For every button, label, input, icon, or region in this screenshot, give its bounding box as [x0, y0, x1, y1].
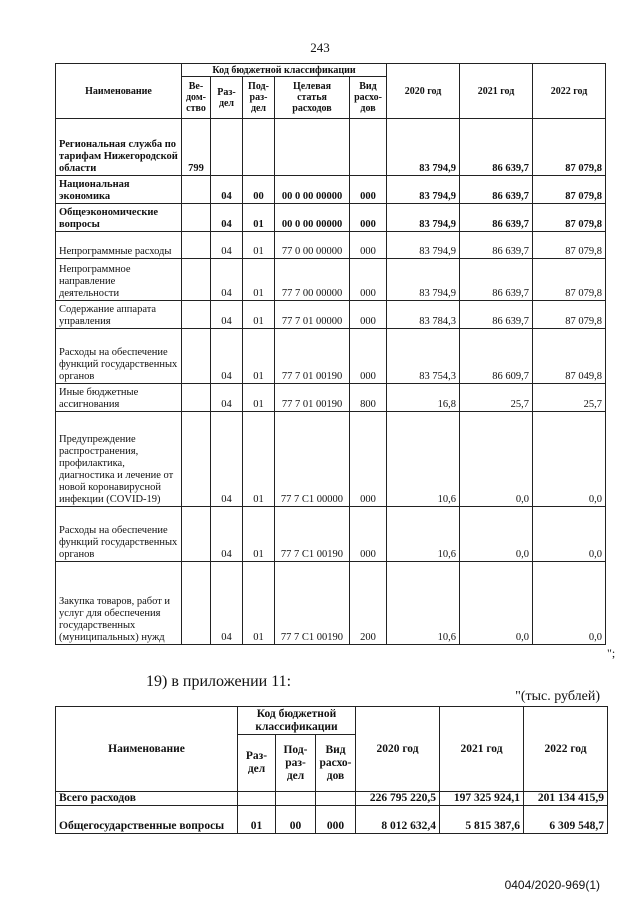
value-2021: 86 639,7	[460, 119, 533, 176]
table-row	[56, 232, 606, 259]
department-code: 799	[182, 119, 211, 176]
value-2020: 226 795 220,5	[356, 792, 440, 806]
value-2020: 83 794,9	[387, 204, 460, 232]
col-header-target-article: Целевая статья расходов	[275, 77, 350, 119]
table-row	[56, 259, 606, 301]
expense-type-code: 800	[350, 384, 387, 412]
row-name: Непрограммные расходы	[56, 232, 182, 259]
row-name: Содержание аппарата управления	[56, 301, 182, 329]
value-2020: 83 794,9	[387, 259, 460, 301]
value-2021: 197 325 924,1	[440, 792, 524, 806]
row-name: Иные бюджетные ассигнования	[56, 384, 182, 412]
col-header-2022: 2022 год	[533, 64, 606, 119]
expense-type-code	[316, 792, 356, 806]
col-header-2020: 2020 год	[356, 707, 440, 792]
subsection-code: 01	[243, 259, 275, 301]
table-row	[56, 176, 606, 204]
expense-type-code: 000	[350, 259, 387, 301]
value-2021: 0,0	[460, 412, 533, 507]
row-name: Национальная экономика	[56, 176, 182, 204]
target-article-code: 77 7 01 00000	[275, 301, 350, 329]
subsection-code	[243, 119, 275, 176]
table-row	[56, 562, 606, 645]
col-header-2021: 2021 год	[440, 707, 524, 792]
section-code	[211, 119, 243, 176]
value-2022: 87 049,8	[533, 329, 606, 384]
department-code	[182, 329, 211, 384]
subsection-code: 01	[243, 507, 275, 562]
section-code: 04	[211, 562, 243, 645]
section-code: 04	[211, 204, 243, 232]
subsection-code: 00	[276, 806, 316, 834]
subsection-code: 00	[243, 176, 275, 204]
value-2021: 86 609,7	[460, 329, 533, 384]
table-row	[56, 384, 606, 412]
value-2022: 87 079,8	[533, 204, 606, 232]
budget-table-sections	[55, 706, 608, 834]
row-name: Общеэкономические вопросы	[56, 204, 182, 232]
target-article-code: 77 7 01 00190	[275, 329, 350, 384]
target-article-code: 77 7 01 00190	[275, 384, 350, 412]
value-2022: 87 079,8	[533, 301, 606, 329]
section-code: 04	[211, 259, 243, 301]
expense-type-code: 000	[316, 806, 356, 834]
value-2021: 86 639,7	[460, 204, 533, 232]
section-code: 04	[211, 412, 243, 507]
row-name: Предупреждение распространения, профилактика, диагностика и лечение от новой коронавирусной инфекции (COVID-19)	[56, 412, 182, 507]
department-code	[182, 176, 211, 204]
department-code	[182, 301, 211, 329]
value-2021: 0,0	[460, 507, 533, 562]
value-2022: 0,0	[533, 562, 606, 645]
section-code: 01	[238, 806, 276, 834]
subsection-code: 01	[243, 301, 275, 329]
value-2020: 83 754,3	[387, 329, 460, 384]
expense-type-code: 000	[350, 301, 387, 329]
value-2022: 25,7	[533, 384, 606, 412]
expense-type-code: 000	[350, 412, 387, 507]
col-header-section: Раз- дел	[211, 77, 243, 119]
value-2020: 10,6	[387, 562, 460, 645]
col-header-department: Ве- дом- ство	[182, 77, 211, 119]
subsection-code: 01	[243, 412, 275, 507]
row-name: Расходы на обеспечение функций государственных органов	[56, 507, 182, 562]
value-2020: 16,8	[387, 384, 460, 412]
table-row	[56, 792, 608, 806]
col-header-section: Раз- дел	[238, 735, 276, 792]
target-article-code: 77 0 00 00000	[275, 232, 350, 259]
target-article-code: 00 0 00 00000	[275, 176, 350, 204]
value-2022: 87 079,8	[533, 176, 606, 204]
value-2021: 5 815 387,6	[440, 806, 524, 834]
expense-type-code: 000	[350, 176, 387, 204]
value-2020: 8 012 632,4	[356, 806, 440, 834]
value-2020: 83 784,3	[387, 301, 460, 329]
value-2021: 86 639,7	[460, 259, 533, 301]
quote-end-mark: ";	[607, 646, 616, 660]
expense-type-code: 000	[350, 507, 387, 562]
subsection-code	[276, 792, 316, 806]
expense-type-code: 200	[350, 562, 387, 645]
document-code: 0404/2020-969(1)	[504, 878, 600, 892]
expense-type-code: 000	[350, 232, 387, 259]
row-name: Всего расходов	[56, 792, 238, 806]
section-code: 04	[211, 329, 243, 384]
subsection-code: 01	[243, 232, 275, 259]
value-2022: 87 079,8	[533, 259, 606, 301]
department-code	[182, 232, 211, 259]
table-row	[56, 806, 608, 834]
col-header-classification: Код бюджетной классификации	[182, 64, 387, 77]
budget-table-sections-body	[56, 792, 608, 834]
value-2020: 10,6	[387, 412, 460, 507]
value-2021: 86 639,7	[460, 301, 533, 329]
expense-type-code	[350, 119, 387, 176]
col-header-name: Наименование	[56, 707, 238, 792]
col-header-2020: 2020 год	[387, 64, 460, 119]
target-article-code: 77 7 C1 00000	[275, 412, 350, 507]
section-code: 04	[211, 232, 243, 259]
value-2021: 86 639,7	[460, 176, 533, 204]
section-code: 04	[211, 507, 243, 562]
section-code	[238, 792, 276, 806]
col-header-2022: 2022 год	[524, 707, 608, 792]
value-2022: 0,0	[533, 507, 606, 562]
budget-table-department	[55, 63, 606, 645]
row-name: Закупка товаров, работ и услуг для обеспечения государственных (муниципальных) нужд	[56, 562, 182, 645]
subsection-code: 01	[243, 329, 275, 384]
section-code: 04	[211, 384, 243, 412]
value-2022: 87 079,8	[533, 232, 606, 259]
value-2020: 83 794,9	[387, 119, 460, 176]
subsection-code: 01	[243, 384, 275, 412]
table-row	[56, 329, 606, 384]
col-header-subsection: Под- раз- дел	[276, 735, 316, 792]
value-2022: 87 079,8	[533, 119, 606, 176]
row-name: Непрограммное направление деятельности	[56, 259, 182, 301]
col-header-subsection: Под- раз- дел	[243, 77, 275, 119]
department-code	[182, 204, 211, 232]
department-code	[182, 412, 211, 507]
table-row	[56, 204, 606, 232]
value-2022: 6 309 548,7	[524, 806, 608, 834]
unit-label: "(тыс. рублей)	[515, 689, 600, 704]
target-article-code: 77 7 00 00000	[275, 259, 350, 301]
target-article-code: 77 7 C1 00190	[275, 507, 350, 562]
table-row	[56, 412, 606, 507]
target-article-code: 00 0 00 00000	[275, 204, 350, 232]
target-article-code: 77 7 C1 00190	[275, 562, 350, 645]
value-2021: 86 639,7	[460, 232, 533, 259]
col-header-name: Наименование	[56, 64, 182, 119]
expense-type-code: 000	[350, 329, 387, 384]
section-code: 04	[211, 301, 243, 329]
table-row	[56, 301, 606, 329]
value-2022: 0,0	[533, 412, 606, 507]
row-name: Общегосударственные вопросы	[56, 806, 238, 834]
subsection-code: 01	[243, 204, 275, 232]
department-code	[182, 259, 211, 301]
row-name: Региональная служба по тарифам Нижегородской области	[56, 119, 182, 176]
department-code	[182, 507, 211, 562]
subsection-code: 01	[243, 562, 275, 645]
col-header-2021: 2021 год	[460, 64, 533, 119]
department-code	[182, 562, 211, 645]
table-row	[56, 119, 606, 176]
value-2020: 10,6	[387, 507, 460, 562]
value-2020: 83 794,9	[387, 176, 460, 204]
value-2022: 201 134 415,9	[524, 792, 608, 806]
value-2021: 0,0	[460, 562, 533, 645]
page-number: 243	[310, 40, 330, 55]
budget-table-department-body	[56, 119, 606, 645]
value-2021: 25,7	[460, 384, 533, 412]
col-header-classification: Код бюджетной классификации	[238, 707, 356, 735]
department-code	[182, 384, 211, 412]
col-header-expense-type: Вид расхо- дов	[350, 77, 387, 119]
section-code: 04	[211, 176, 243, 204]
col-header-expense-type: Вид расхо- дов	[316, 735, 356, 792]
target-article-code	[275, 119, 350, 176]
expense-type-code: 000	[350, 204, 387, 232]
value-2020: 83 794,9	[387, 232, 460, 259]
table-row	[56, 507, 606, 562]
paragraph-heading: 19) в приложении 11:	[146, 673, 292, 690]
row-name: Расходы на обеспечение функций государственных органов	[56, 329, 182, 384]
